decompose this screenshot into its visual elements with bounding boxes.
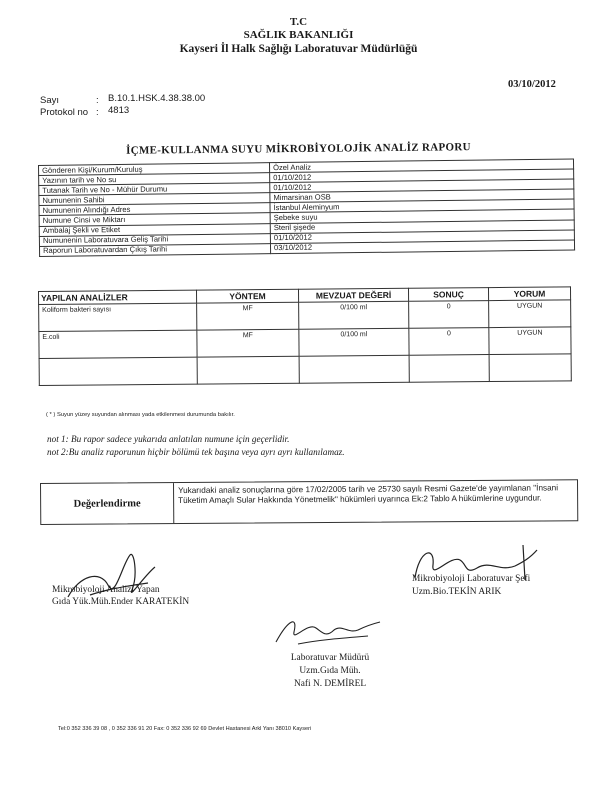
- sayi-colon: :: [96, 95, 99, 106]
- info-label: Ambalaj Şekli ve Etiket: [39, 223, 270, 236]
- right-signer-title: Mikrobiyoloji Laboratuvar Şefi: [412, 574, 531, 584]
- note-2: not 2:Bu analiz raporunun hiçbir bölümü tek başına veya ayrı ayrı kullanılamaz.: [47, 447, 345, 457]
- info-label: Numunenin Laboratuvara Geliş Tarihi: [39, 233, 270, 246]
- info-value: Mimarsinan OSB: [270, 189, 574, 203]
- analysis-name: Koliform bakteri sayısı: [39, 303, 197, 331]
- evaluation-text: Yukarıdaki analiz sonuçlarına göre 17/02/2005 tarih ve 25730 sayılı Resmi Gazete'de yayımlanan "İnsani Tüketim Amaçlı Sular Hakkında Yönetmelik" hükümleri uyarınca Ek:2 Tablo A hükümlerine uygundur.: [178, 483, 559, 506]
- info-value: Steril şişede: [270, 220, 574, 234]
- center-signer-title: Laboratuvar Müdürü: [290, 653, 370, 663]
- evaluation-box: [40, 479, 578, 525]
- analysis-method: MF: [197, 302, 299, 330]
- info-label: Tutanak Tarih ve No - Mühür Durumu: [39, 183, 270, 196]
- analysis-name: E.coli: [39, 330, 197, 358]
- footer-contact: Tel:0 352 336 39 08 , 0 352 336 91 20 Fax: 0 352 336 92 69 Devlet Hastanesi Arkl Yanı 38010 Kayseri: [58, 726, 312, 732]
- info-label: Raporun Laboratuvardan Çıkış Tarihi: [39, 243, 270, 256]
- analysis-result: 0: [409, 328, 489, 356]
- analysis-header-method: YÖNTEM: [196, 289, 298, 303]
- right-signer-name: Uzm.Bio.TEKİN ARIK: [412, 587, 502, 597]
- info-value: 03/10/2012: [270, 240, 574, 254]
- analysis-comment: UYGUN: [489, 327, 571, 355]
- header-line-tc: T.C: [289, 16, 308, 28]
- info-value: İstanbul Aleminyum: [270, 199, 574, 213]
- analysis-table: [38, 286, 571, 386]
- info-value: 01/10/2012: [270, 230, 574, 244]
- sample-info-table: [38, 158, 575, 256]
- left-signer-title: Mikrobiyoloji Analizi Yapan: [52, 585, 160, 595]
- protokol-label: Protokol no: [40, 107, 89, 118]
- center-signer-name: Nafi N. DEMİREL: [293, 679, 367, 689]
- info-label: Numunenin Alındığı Adres: [39, 203, 270, 216]
- report-date: 03/10/2012: [508, 79, 556, 90]
- report-title: İÇME-KULLANMA SUYU MİKROBİYOLOJİK ANALİZ RAPORU: [126, 141, 471, 157]
- analysis-header-result: SONUÇ: [408, 288, 488, 302]
- sayi-value: B.10.1.HSK.4.38.38.00: [108, 93, 206, 104]
- footnote: ( * ) Suyun yüzey suyundan alınması yada etkilenmesi durumunda bakılır.: [46, 412, 235, 418]
- analysis-limit: 0/100 ml: [299, 328, 409, 356]
- analysis-method: MF: [197, 329, 299, 357]
- analysis-header-limit: MEVZUAT DEĞERİ: [298, 288, 408, 302]
- table-row-empty: [39, 354, 571, 386]
- info-label: Gönderen Kişi/Kurum/Kuruluş: [39, 163, 270, 176]
- left-signer-name: Gıda Yük.Müh.Ender KARATEKİN: [52, 597, 190, 607]
- info-value: Şebeke suyu: [270, 209, 574, 223]
- protokol-value: 4813: [108, 105, 130, 116]
- analysis-header-analyses: YAPILAN ANALİZLER: [39, 290, 197, 304]
- analysis-limit: 0/100 ml: [299, 301, 409, 329]
- info-label: Numune Cinsi ve Miktarı: [39, 213, 270, 226]
- info-label: Numunenin Sahibi: [39, 193, 270, 206]
- analysis-comment: UYGUN: [489, 300, 571, 328]
- header-directorate: Kayseri İl Halk Sağlığı Laboratuvar Müdürlüğü: [179, 43, 418, 55]
- signature-center: [268, 610, 388, 650]
- info-label: Yazının tarih ve No su: [39, 173, 270, 186]
- header-ministry: SAĞLIK BAKANLIĞI: [243, 29, 354, 41]
- analysis-header-comment: YORUM: [488, 287, 570, 301]
- center-signer-degree: Uzm.Gıda Müh.: [299, 666, 361, 676]
- info-value: 01/10/2012: [270, 169, 574, 183]
- evaluation-label: Değerlendirme: [41, 483, 174, 524]
- info-value: Özel Analiz: [269, 159, 573, 173]
- note-1: not 1: Bu rapor sadece yukarıda anlatılan numune için geçerlidir.: [47, 434, 290, 444]
- analysis-result: 0: [409, 301, 489, 329]
- sayi-label: Sayı: [40, 95, 60, 106]
- info-value: 01/10/2012: [270, 179, 574, 193]
- protokol-colon: :: [96, 107, 99, 118]
